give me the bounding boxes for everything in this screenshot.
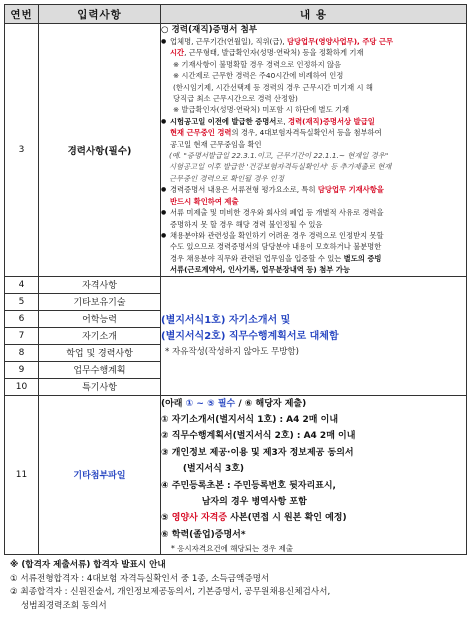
- attachment-item: [161, 527, 466, 543]
- row-number: 5: [5, 293, 39, 310]
- row-number: 3: [5, 24, 39, 277]
- text-run: ① 자기소개서(별지서식 1호) : A4 2매 이내: [161, 414, 339, 425]
- continued-line: [161, 196, 466, 207]
- bullet-line: [161, 184, 466, 195]
- continued-line: [161, 219, 466, 230]
- text-run: ② 직무수행계획서(별지서식 2호) : A4 2매 이내: [161, 431, 356, 442]
- row-number: 4: [5, 276, 39, 293]
- footer-lines: [10, 573, 464, 614]
- attachment-item: [161, 510, 466, 526]
- continued-line: [161, 127, 466, 138]
- continued-line: [161, 264, 466, 275]
- merged-replacement-note: [161, 276, 467, 395]
- text-run: 증명하지 못 할 경우 해당 경력 불인정될 수 있음: [170, 219, 323, 229]
- text-run: 남자의 경우 병역사항 포함: [161, 496, 307, 507]
- row-number: 9: [5, 361, 39, 378]
- text-run: ※ 시간제로 근무한 경력은 주40시간에 비례하여 인정: [173, 71, 344, 81]
- career-lines: [161, 36, 466, 276]
- row-label: 기타보유기술: [39, 293, 161, 310]
- text-run: ③ 개인정보 제공·이용 및 제3자 정보제공 동의서: [161, 447, 354, 458]
- attachments-list: [161, 412, 466, 543]
- text-run: 경력(재직)증명서상 발급일: [288, 116, 375, 126]
- text-run: (별지서식 3호): [161, 464, 245, 475]
- text-run: 의 경우, 4대보험자격득실확인서 등을 첨부하여: [231, 128, 382, 138]
- attachment-item: [161, 428, 466, 444]
- row-category: 기타첨부파일: [39, 395, 161, 555]
- text-run: ⑥ 학력(졸업)증명서*: [161, 529, 246, 540]
- attachments-header-a: (아래: [161, 398, 186, 409]
- footer-line: ① 서류전형합격자 : 4대보험 자격득실확인서 중 1종, 소득금액증명서: [10, 573, 270, 584]
- text-run: (한시임기제, 시간선택제 등 경력의 경우 근무시간 미기재 시 해: [173, 82, 373, 92]
- document: [4, 4, 466, 613]
- continued-line: [161, 47, 466, 58]
- replacement-note: * 자유작성(작성하지 않아도 무방함): [165, 346, 299, 357]
- footer-line: 성범죄경력조회 동의서: [10, 600, 107, 611]
- text-run: , 근무형태, 발급확인자(성명·연락처) 등을 정확하게 기재: [184, 48, 364, 58]
- table-row: [5, 276, 467, 293]
- attachments-header-c: / ⑥ 해당자 제출): [235, 398, 307, 409]
- text-run: 반드시 확인하여 제출: [170, 196, 239, 206]
- note-line: [161, 70, 466, 81]
- text-run: 별도의 증빙: [343, 253, 382, 263]
- row-label: 자격사항: [39, 276, 161, 293]
- bullet-line: [161, 116, 466, 127]
- example-line: [161, 150, 466, 161]
- attachment-item: [161, 412, 466, 428]
- text-run: 공고일 현재 근무중임을 확인: [170, 139, 262, 149]
- row-number: 7: [5, 327, 39, 344]
- row-label: 특기사항: [39, 378, 161, 395]
- attachments-note: * 응시자격요건에 해당되는 경우 제출: [171, 544, 293, 554]
- footer-title: ※ (합격자 제출서류) 합격자 발표시 안내: [10, 560, 166, 571]
- attachments-content: [161, 395, 467, 555]
- text-run: 담당업무 기재사항을: [317, 185, 384, 195]
- text-run: 채용분야와 관련성을 확인하기 어려운 경우 경력으로 인정받지 못할: [170, 230, 384, 240]
- row-label: 자기소개: [39, 327, 161, 344]
- continued-line: [161, 139, 466, 150]
- text-run: 서류(근로계약서, 인사기록, 업무분장내역 등) 첨부 가능: [170, 265, 350, 275]
- replacement-line-2: (별지서식2호) 직무수행계획서로 대체함: [161, 330, 339, 342]
- text-run: ※ 기재사항이 불명확할 경우 경력으로 인정하지 않음: [173, 59, 342, 69]
- text-run: (예. "증명서발급일 22.3.1.이고, 근무기간이 22.1.1.~ 현재일 경우": [169, 151, 389, 161]
- row-category: 경력사항(필수): [39, 24, 161, 277]
- row-label: 어학능력: [39, 310, 161, 327]
- text-run: 영양사 자격증: [171, 513, 228, 524]
- text-run: 시간: [170, 48, 185, 58]
- text-run: 로,: [276, 116, 289, 126]
- bullet-line: [161, 207, 466, 218]
- text-run: 근무중인 경력으로 확인될 경우 인정: [169, 173, 285, 183]
- row-label: 학업 및 경력사항: [39, 344, 161, 361]
- text-run: 서류 미제출 및 미비한 경우와 회사의 폐업 등 개별적 사유로 경력을: [170, 208, 384, 218]
- note-line: [161, 93, 466, 104]
- note-line: [161, 82, 466, 93]
- row-number: 6: [5, 310, 39, 327]
- table-header-row: [5, 5, 467, 24]
- text-run: 현재 근무중인 경력: [170, 128, 232, 138]
- text-run: 수도 있으므로 경력증명서의 담당분야 내용이 모호하거나 불분명한: [170, 242, 382, 252]
- note-line: [161, 104, 466, 115]
- text-run: 경력증명서 내용은 서류전형 평가요소로, 특히: [170, 185, 318, 195]
- attachment-item: [161, 445, 466, 461]
- attachments-header: [161, 396, 466, 412]
- text-run: 경우 채용분야 직무와 관련된 업무임을 입증할 수 있는: [170, 253, 344, 263]
- attachment-item: [161, 494, 466, 510]
- text-run: 업체명, 근무기간(연월일), 직위(급),: [170, 37, 287, 46]
- bullet-line: [161, 36, 466, 47]
- career-section-title: ○ 경력(재직)증명서 첨부: [161, 25, 258, 35]
- header-number: 연번: [5, 5, 39, 24]
- text-run: 사본(면접 시 원본 확인 예정): [227, 513, 347, 524]
- row-number: 11: [5, 395, 39, 555]
- row-number: 8: [5, 344, 39, 361]
- text-run: ④ 주민등록초본 : 주민등록번호 뒷자리표시,: [161, 480, 336, 491]
- career-content: [161, 24, 467, 277]
- table-row-attachments: [5, 395, 467, 555]
- text-run: 시험공고일 이전에 발급한 증명서: [170, 116, 277, 126]
- requirements-table: [4, 4, 467, 555]
- text-run: 담당업무(영양사업무), 주당 근무: [286, 37, 394, 46]
- header-content: 내 용: [161, 5, 467, 24]
- text-run: 당직급 최소 근무시간으로 경력 산정함): [173, 94, 298, 104]
- example-line: [161, 173, 466, 184]
- replacement-line-1: (별지서식1호) 자기소개서 및: [161, 314, 291, 326]
- footer-line: ② 최종합격자 : 신원진술서, 개인정보제공동의서, 기본증명서, 공무원채용신체검사서,: [10, 587, 331, 598]
- text-run: ※ 발급확인자(성명·연락처) 미포함 시 하단에 별도 기재: [173, 105, 350, 115]
- bullet-line: [161, 230, 466, 241]
- header-input-item: 입력사항: [39, 5, 161, 24]
- text-run: 시험공고일 이후 발급한 '건강보험자격득실확인서' 등 추가제출로 현재: [169, 162, 392, 172]
- continued-line: [161, 241, 466, 252]
- row-number: 10: [5, 378, 39, 395]
- continued-line: [161, 253, 466, 264]
- example-line: [161, 161, 466, 172]
- row-label: 업무수행계획: [39, 361, 161, 378]
- table-row-career: [5, 24, 467, 277]
- attachment-item: [161, 461, 466, 477]
- attachments-header-required: ① ~ ⑤ 필수: [185, 398, 236, 409]
- attachment-item: [161, 478, 466, 494]
- text-run: ⑤: [161, 513, 172, 524]
- note-line: [161, 59, 466, 70]
- footer: [4, 555, 466, 613]
